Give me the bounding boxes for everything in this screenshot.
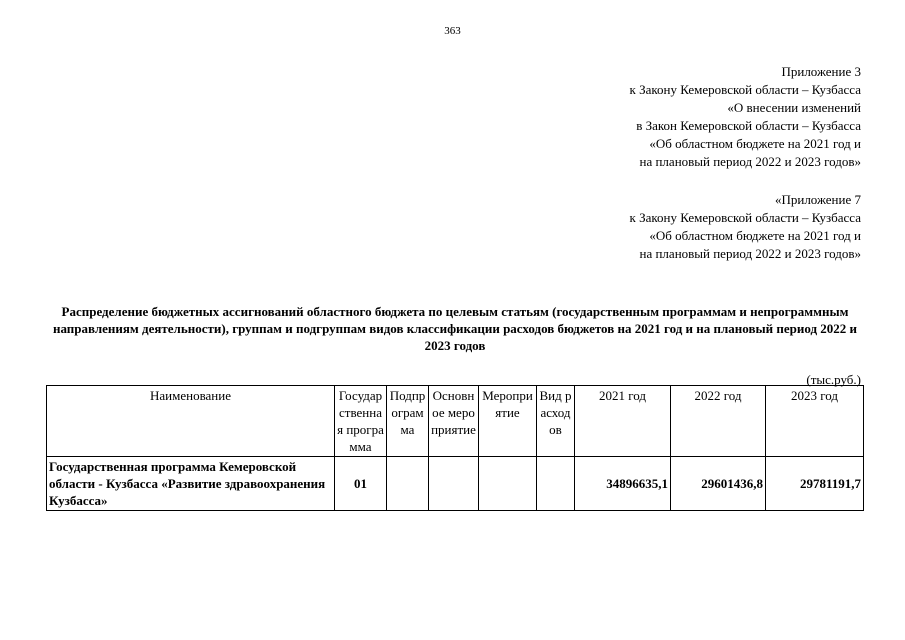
appendix-line: на плановый период 2022 и 2023 годов» <box>639 154 861 169</box>
appendix-line: «Об областном бюджете на 2021 год и <box>649 228 861 243</box>
header-main-activity: Основное мероприятие <box>429 386 479 457</box>
row-subprogram-code <box>387 457 429 511</box>
appendix-line: к Закону Кемеровской области – Кузбасса <box>629 210 861 225</box>
row-activity-code <box>479 457 537 511</box>
header-2022: 2022 год <box>671 386 766 457</box>
row-expense-type-code <box>537 457 575 511</box>
header-expense-type: Вид расходов <box>537 386 575 457</box>
appendix-line: к Закону Кемеровской области – Кузбасса <box>629 82 861 97</box>
budget-table <box>46 385 864 511</box>
table-header-row <box>47 386 864 457</box>
row-name: Государственная программа Кемеровской области - Кузбасса «Развитие здравоохранения Кузбасса» <box>47 457 335 511</box>
row-2022-value: 29601436,8 <box>671 457 766 511</box>
row-2021-value: 34896635,1 <box>575 457 671 511</box>
row-program-code: 01 <box>335 457 387 511</box>
appendix-line: Приложение 3 <box>781 64 861 79</box>
page-number: 363 <box>444 25 461 37</box>
header-program: Государственная программа <box>335 386 387 457</box>
appendix-3-block <box>630 63 862 171</box>
units-label: (тыс.руб.) <box>806 372 861 387</box>
header-activity: Мероприятие <box>479 386 537 457</box>
document-title: Распределение бюджетных ассигнований областного бюджета по целевым статьям (государственным программам и непрограммным направлениям деятельности), группам и подгруппам видов классификации расходов бюджетов на 2021 год и на плановый период 2022 и 2023 годов <box>52 304 858 353</box>
appendix-line: «О внесении изменений <box>727 100 861 115</box>
header-subprogram: Подпрограмма <box>387 386 429 457</box>
row-main-activity-code <box>429 457 479 511</box>
table-row <box>47 457 864 511</box>
appendix-line: в Закон Кемеровской области – Кузбасса <box>636 118 861 133</box>
appendix-line: «Приложение 7 <box>774 192 861 207</box>
appendix-line: на плановый период 2022 и 2023 годов» <box>639 246 861 261</box>
appendix-line: «Об областном бюджете на 2021 год и <box>649 136 861 151</box>
header-2023: 2023 год <box>766 386 864 457</box>
header-name: Наименование <box>47 386 335 457</box>
header-2021: 2021 год <box>575 386 671 457</box>
appendix-7-block <box>630 191 862 263</box>
row-2023-value: 29781191,7 <box>766 457 864 511</box>
